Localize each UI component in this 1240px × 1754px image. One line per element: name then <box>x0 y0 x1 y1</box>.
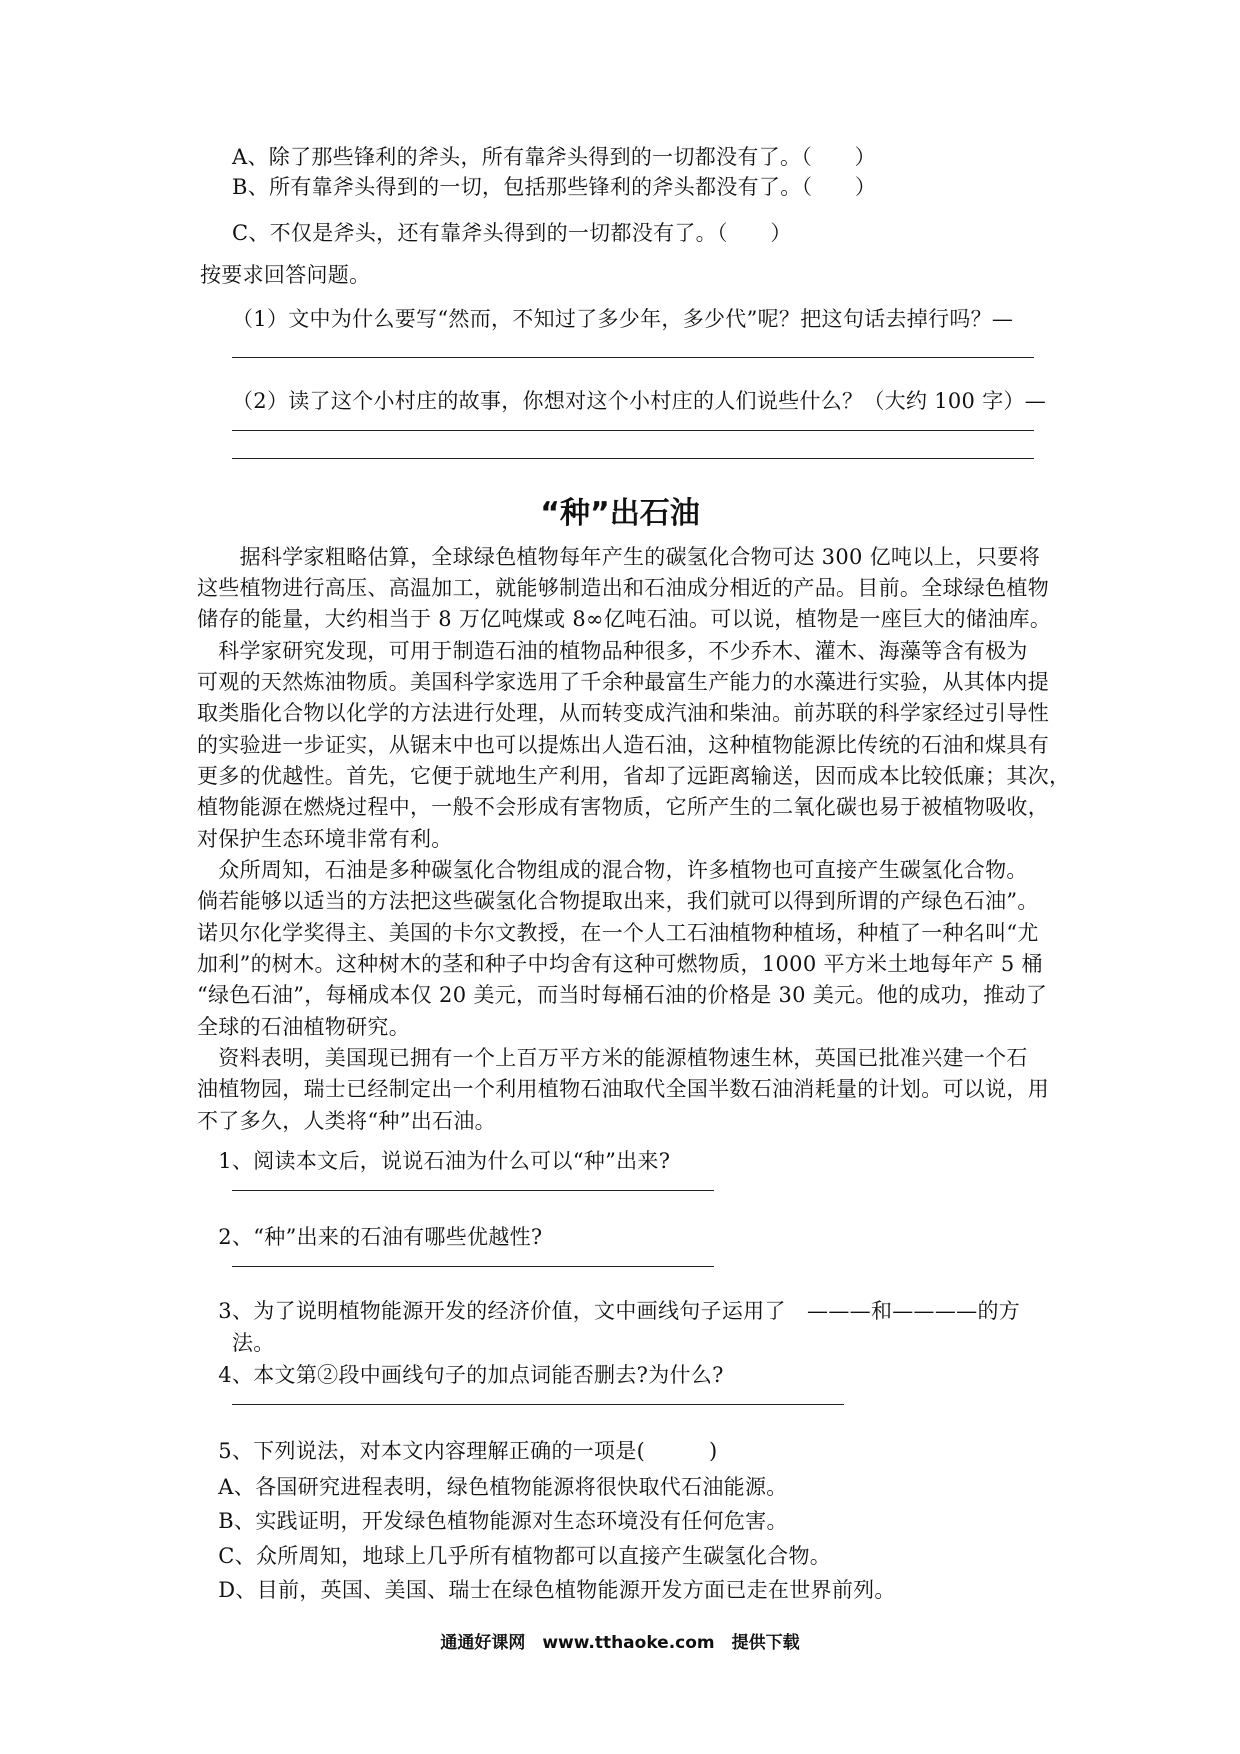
paragraph-line: 科学家研究发现，可用于制造石油的植物品种很多，不少乔木、灌木、海藻等含有极为 <box>197 639 1028 663</box>
paragraph-line: 的实验进一步证实，从锯末中也可以提炼出人造石油，这种植物能源比传统的石油和煤具有 <box>197 733 1049 757</box>
paragraph-line: “绿色石油”，每桶成本仅 20 美元，而当时每桶石油的价格是 30 美元。他的成功，推动了 <box>197 983 1048 1007</box>
answer-option-d: D、目前，英国、美国、瑞士在绿色植物能源开发方面已走在世界前列。 <box>197 1578 896 1602</box>
paragraph-line: 不了多久，人类将“种”出石油。 <box>197 1109 496 1133</box>
paragraph-line: 植物能源在燃烧过程中，一般不会形成有害物质，它所产生的二氧化碳也易于被植物吸收， <box>197 795 1049 819</box>
option-a: A、除了那些锋利的斧头，所有靠斧头得到的一切都没有了。（ ） <box>232 145 876 169</box>
paragraph-line: 可观的天然炼油物质。美国科学家选用了千余种最富生产能力的水藻进行实验，从其体内提 <box>197 670 1049 694</box>
paragraph-line: 倘若能够以适当的方法把这些碳氢化合物提取出来，我们就可以得到所谓的产绿色石油”。 <box>197 889 1039 913</box>
answer-line <box>232 430 1034 431</box>
question-2: （2）读了这个小村庄的故事，你想对这个小村庄的人们说些什么？（大约 100 字）— <box>232 389 1047 413</box>
answer-option-a: A、各国研究进程表明，绿色植物能源将很快取代石油能源。 <box>197 1475 788 1499</box>
paragraph-line: 全球的石油植物研究。 <box>197 1015 410 1039</box>
question-bottom-3-cont: 法。 <box>232 1331 275 1355</box>
option-b: B、所有靠斧头得到的一切，包括那些锋利的斧头都没有了。（ ） <box>232 175 877 199</box>
option-c: C、不仅是斧头，还有靠斧头得到的一切都没有了。（ ） <box>232 221 792 245</box>
instruction-text: 按要求回答问题。 <box>200 263 371 287</box>
article-title: “种”出石油 <box>540 496 700 531</box>
question-bottom-4: 4、本文第②段中画线句子的加点词能否删去?为什么? <box>197 1363 724 1387</box>
question-bottom-3: 3、为了说明植物能源开发的经济价值，文中画线句子运用了 ———和————的方 <box>197 1299 1021 1323</box>
answer-line <box>232 1266 714 1267</box>
answer-line <box>232 1404 844 1405</box>
paragraph-line: 取类脂化合物以化学的方法进行处理，从而转变成汽油和柴油。前苏联的科学家经过引导性 <box>197 701 1049 725</box>
paragraph-line: 对保护生态环境非常有利。 <box>197 827 453 851</box>
answer-line <box>232 357 1034 358</box>
answer-line <box>232 1190 714 1191</box>
answer-option-b: B、实践证明，开发绿色植物能源对生态环境没有任何危害。 <box>197 1509 788 1533</box>
answer-option-c: C、众所周知，地球上几乎所有植物都可以直接产生碳氢化合物。 <box>197 1544 832 1568</box>
paragraph-line: 储存的能量，大约相当于 8 万亿吨煤或 8∞亿吨石油。可以说，植物是一座巨大的储油库。 <box>197 607 1052 631</box>
paragraph-line: 这些植物进行高压、高温加工，就能够制造出和石油成分相近的产品。目前。全球绿色植物 <box>197 576 1049 600</box>
question-bottom-5: 5、下列说法，对本文内容理解正确的一项是( ) <box>197 1439 718 1463</box>
question-bottom-2: 2、“种”出来的石油有哪些优越性? <box>197 1225 543 1249</box>
paragraph-line: 据科学家粗略估算，全球绿色植物每年产生的碳氢化合物可达 300 亿吨以上，只要将 <box>197 545 1041 569</box>
paragraph-line: 资料表明，美国现已拥有一个上百万平方米的能源植物速生林，英国已批准兴建一个石 <box>197 1046 1028 1070</box>
paragraph-line: 油植物园，瑞士已经制定出一个利用植物石油取代全国半数石油消耗量的计划。可以说，用 <box>197 1077 1049 1101</box>
page-footer: 通通好课网 www.tthaoke.com 提供下载 <box>440 1633 800 1653</box>
answer-line <box>232 458 1034 459</box>
question-bottom-1: 1、阅读本文后，说说石油为什么可以“种”出来? <box>197 1149 671 1173</box>
paragraph-line: 众所周知，石油是多种碳氢化合物组成的混合物，许多植物也可直接产生碳氢化合物。 <box>197 858 1028 882</box>
question-1: （1）文中为什么要写“然而，不知过了多少年，多少代”呢？把这句话去掉行吗？— <box>232 307 1014 331</box>
paragraph-line: 加利”的树木。这种树木的茎和种子中均舍有这种可燃物质，1000 平方米土地每年产 5 桶 <box>197 952 1043 976</box>
paragraph-line: 诺贝尔化学奖得主、美国的卡尔文教授，在一个人工石油植物种植场，种植了一种名叫“尤 <box>197 921 1039 945</box>
paragraph-line: 更多的优越性。首先，它便于就地生产利用，省却了远距离输送，因而成本比较低廉；其次， <box>197 764 1071 788</box>
